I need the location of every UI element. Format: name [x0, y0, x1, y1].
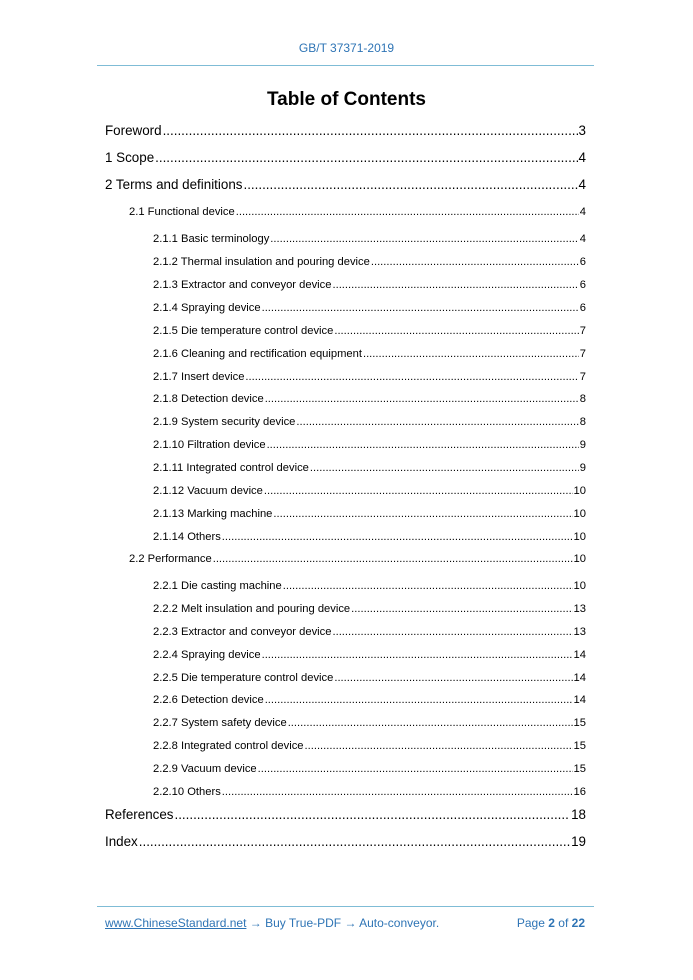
toc-label: 2.1.2 Thermal insulation and pouring device	[153, 256, 370, 268]
toc-label: 1 Scope	[105, 150, 155, 165]
page-title: Table of Contents	[266, 89, 427, 110]
toc-page: 14	[573, 672, 586, 684]
toc-page: 10	[573, 485, 586, 497]
toc-leader	[265, 393, 579, 405]
toc-entry-2-1-13[interactable]	[153, 508, 586, 524]
toc-leader	[310, 462, 579, 474]
toc-entry-2-1-2[interactable]	[153, 256, 586, 272]
toc-page: 6	[579, 279, 586, 291]
page-of: of	[558, 916, 569, 930]
toc-label: 2.2.7 System safety device	[153, 717, 287, 729]
toc-label: 2.2.4 Spraying device	[153, 649, 261, 661]
toc-page: 10	[573, 580, 586, 592]
toc-label: References	[105, 807, 174, 822]
toc-entry-index[interactable]	[105, 834, 586, 852]
toc-leader	[222, 531, 573, 543]
toc-label: 2.2 Performance	[129, 553, 212, 565]
footer-rule	[97, 906, 594, 907]
toc-label: 2.1.8 Detection device	[153, 393, 264, 405]
page-indicator	[517, 916, 585, 930]
toc-leader	[267, 439, 579, 451]
toc-entry-2-2-10[interactable]	[153, 786, 586, 802]
toc-page: 7	[579, 371, 586, 383]
toc-leader	[213, 553, 573, 565]
toc-page: 9	[579, 439, 586, 451]
toc-page: 3	[578, 123, 586, 138]
toc-entry-references[interactable]	[105, 807, 586, 825]
toc-page: 4	[579, 233, 586, 245]
toc-page: 14	[573, 694, 586, 706]
toc-label: Index	[105, 834, 138, 849]
toc-label: 2.2.8 Integrated control device	[153, 740, 304, 752]
toc-entry-2-2-6[interactable]	[153, 694, 586, 710]
toc-page: 6	[579, 302, 586, 314]
toc-page: 16	[573, 786, 586, 798]
footer-promo-text: → Buy True-PDF → Auto-conveyor.	[249, 916, 440, 930]
toc-label: 2.1.4 Spraying device	[153, 302, 261, 314]
toc-label: 2.1.1 Basic terminology	[153, 233, 270, 245]
toc-entry-2-2-7[interactable]	[153, 717, 586, 733]
toc-label: 2.1.11 Integrated control device	[153, 462, 309, 474]
toc-leader	[243, 177, 577, 192]
toc-label: 2.1.5 Die temperature control device	[153, 325, 334, 337]
toc-leader	[332, 626, 572, 638]
toc-entry-2-1-9[interactable]	[153, 416, 586, 432]
toc-entry-2-2-5[interactable]	[153, 672, 586, 688]
toc-leader	[363, 348, 579, 360]
toc-entry-foreword[interactable]	[105, 123, 586, 141]
toc-label: 2.1.14 Others	[153, 531, 221, 543]
toc-label: 2.1.13 Marking machine	[153, 508, 273, 520]
toc-leader	[296, 416, 578, 428]
toc-label: 2.2.9 Vacuum device	[153, 763, 257, 775]
toc-entry-2-1-4[interactable]	[153, 302, 586, 318]
toc-entry-2-2-1[interactable]	[153, 580, 586, 596]
toc-page: 14	[573, 649, 586, 661]
toc-leader	[262, 302, 579, 314]
page-current: 2	[548, 916, 555, 930]
toc-leader	[264, 485, 573, 497]
toc-label: 2.2.6 Detection device	[153, 694, 264, 706]
toc-entry-2-1-6[interactable]	[153, 348, 586, 364]
toc-page: 10	[573, 553, 586, 565]
toc-entry-2-2-4[interactable]	[153, 649, 586, 665]
website-link[interactable]: www.ChineseStandard.net	[105, 916, 247, 930]
toc-leader	[258, 763, 573, 775]
toc-entry-2-1-14[interactable]	[153, 531, 586, 547]
toc-page: 10	[573, 508, 586, 520]
toc-entry-2-2-9[interactable]	[153, 763, 586, 779]
toc-page: 7	[579, 348, 586, 360]
toc-entry-2-1-8[interactable]	[153, 393, 586, 409]
toc-leader	[236, 206, 579, 218]
toc-entry-2-1-11[interactable]	[153, 462, 586, 478]
toc-entry-2-1-10[interactable]	[153, 439, 586, 455]
toc-page: 13	[573, 603, 586, 615]
toc-leader	[155, 150, 577, 165]
toc-page: 4	[578, 150, 586, 165]
footer-promo	[105, 916, 439, 930]
toc-leader	[245, 371, 578, 383]
toc-label: 2.1.12 Vacuum device	[153, 485, 263, 497]
toc-leader	[139, 834, 570, 849]
toc-leader	[334, 325, 578, 337]
toc-entry-2-1-1[interactable]	[153, 233, 586, 249]
toc-page: 4	[579, 206, 586, 218]
toc-entry-scope[interactable]	[105, 150, 586, 168]
toc-entry-2-2-3[interactable]	[153, 626, 586, 642]
toc-page: 6	[579, 256, 586, 268]
toc-page: 15	[573, 763, 586, 775]
toc-leader	[288, 717, 573, 729]
toc-label: 2.2.2 Melt insulation and pouring device	[153, 603, 351, 615]
toc-page: 19	[571, 834, 586, 849]
page-total: 22	[571, 916, 585, 930]
toc-page: 9	[579, 462, 586, 474]
toc-label: 2.2.10 Others	[153, 786, 221, 798]
toc-leader	[163, 123, 578, 138]
toc-label: 2.1.10 Filtration device	[153, 439, 266, 451]
toc-label: 2.1.7 Insert device	[153, 371, 245, 383]
toc-leader	[334, 672, 572, 684]
toc-page: 18	[571, 807, 586, 822]
toc-entry-2-1[interactable]	[129, 206, 586, 222]
toc-entry-2-1-5[interactable]	[153, 325, 586, 341]
toc-leader	[332, 279, 578, 291]
toc-leader	[265, 694, 573, 706]
toc-entry-2-2[interactable]	[129, 553, 586, 569]
toc-leader	[371, 256, 579, 268]
toc-label: 2.1.9 System security device	[153, 416, 296, 428]
toc-leader	[305, 740, 573, 752]
toc-entry-2-1-12[interactable]	[153, 485, 586, 501]
toc-leader	[351, 603, 572, 615]
toc-entry-2-2-8[interactable]	[153, 740, 586, 756]
toc-entry-2-1-7[interactable]	[153, 371, 586, 387]
toc-label: 2.1.3 Extractor and conveyor device	[153, 279, 332, 291]
toc-page: 8	[579, 416, 586, 428]
toc-leader	[270, 233, 578, 245]
toc-entry-terms[interactable]	[105, 177, 586, 195]
toc-page: 7	[579, 325, 586, 337]
toc-entry-2-2-2[interactable]	[153, 603, 586, 619]
toc-leader	[222, 786, 573, 798]
toc-page: 13	[573, 626, 586, 638]
toc-page: 8	[579, 393, 586, 405]
toc-label: 2.1.6 Cleaning and rectification equipment	[153, 348, 362, 360]
page-word: Page	[516, 916, 545, 930]
toc-label: 2.2.5 Die temperature control device	[153, 672, 334, 684]
toc-page: 4	[578, 177, 586, 192]
footer	[105, 916, 585, 930]
toc-page: 15	[573, 717, 586, 729]
toc-leader	[273, 508, 572, 520]
toc-label: 2 Terms and definitions	[105, 177, 243, 192]
toc-leader	[174, 807, 570, 822]
toc-label: 2.2.1 Die casting machine	[153, 580, 282, 592]
header-standard-code: GB/T 37371-2019	[298, 41, 395, 55]
toc-leader	[262, 649, 573, 661]
toc-label: 2.1 Functional device	[129, 206, 235, 218]
toc-page: 10	[573, 531, 586, 543]
toc-entry-2-1-3[interactable]	[153, 279, 586, 295]
toc-page: 15	[573, 740, 586, 752]
toc-leader	[283, 580, 573, 592]
toc-label: Foreword	[105, 123, 162, 138]
toc-label: 2.2.3 Extractor and conveyor device	[153, 626, 332, 638]
